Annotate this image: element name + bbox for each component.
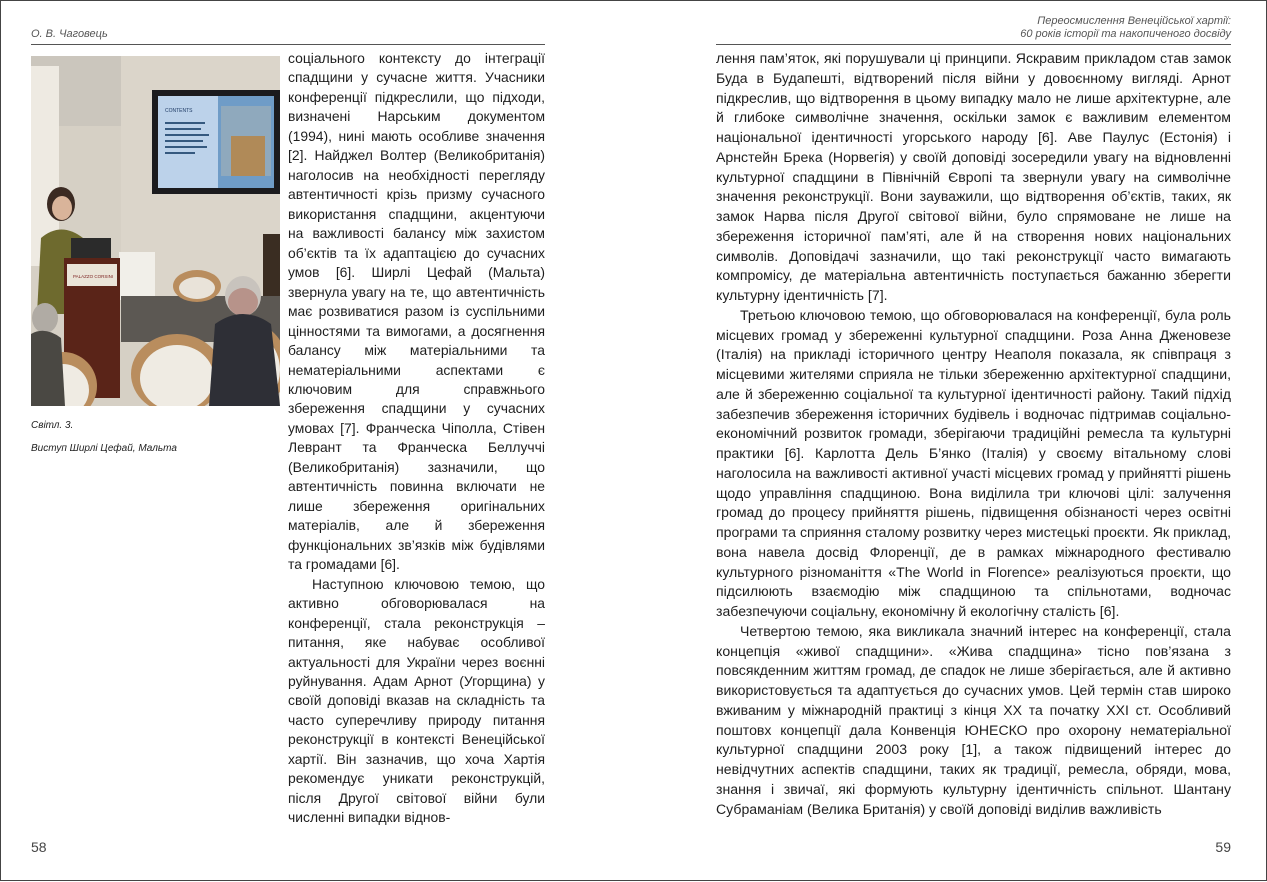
left-page (1, 1, 634, 882)
screen-heading: CONTENTS (165, 108, 193, 114)
paragraph: лення пам’яток, які порушували ці принципи. Яскравим прикладом став замок Буда в Будапешті, відтворений після війни у довоєнному вигляді. Арнот підкреслив, що відтворення в цьому випадку мало не лише архітектурне, але й глибоке символічне значення, оскільки замок є важливим елементом національної ідентичності угорського народу [6]. Аве Паулус (Естонія) і Арнстейн Брека (Норвегія) у своїй доповіді зосередили увагу на відновленні культурної спадщини в Північній Європі та звернули увагу на символічне значення реконструкції. Вони зауважили, що відтворення об’єктів, таких, як замок Нарва після Другої світової війни, було спрямоване не лише на збереження історичної пам’яті, але й на створення нових національних символів. Доповідачі зазначили, що такі реконструкції часто вимагають компромісу, де матеріальна автентичність поступається бажанню зберегти культурну ідентичність [7]. (716, 50, 1231, 303)
right-page (634, 1, 1267, 882)
left-text-column (288, 49, 545, 828)
conference-photo (31, 56, 280, 406)
figure-caption: Виступ Ширлі Цефай, Мальта (31, 443, 177, 454)
figure-label: Світл. 3. (31, 420, 74, 431)
left-header-rule (31, 44, 545, 45)
conference-photo-illustration (31, 56, 280, 406)
left-page-number: 58 (31, 839, 47, 855)
left-running-head: О. В. Чаговець (31, 28, 108, 40)
paragraph: Третьою ключовою темою, що обговорювалася на конференції, була роль місцевих громад у збереженні культурної спадщини. Роза Анна Дженовезе (Італія) на прикладі історичного центру Неаполя показала, як співпраця з місцевими жителями сприяла не тільки збереженню архітектурної спадщини, але й збереженню соціальної та культурної ідентичності району. Такий підхід забезпечив збереження історичних будівель і водночас підтримав соціально-економічний розвиток громади, зберігаючи традиційні ремесла та культурні практики [6]. Карлотта Дель Б’янко (Італія) у своєму вітальному слові наголосила на важливості активної участі місцевих громад у прийнятті рішень щодо управління спадщиною. Вона виділила три ключові цілі: залучення громад до процесу прийняття рішень, підвищення обізнаності через освітні програми та сприяння сталому розвитку через мистецькі проєкти. Як приклад, вона навела досвід Флоренції, де в рамках міжнародного фестивалю культурного різноманіття «The World in Florence» реалізуються проєкти, що підсилюють взаємодію між спадщиною та спільнотами, водночас забезпечуючи соціальну, економічну й екологічну сталість [6]. (716, 306, 1231, 619)
right-running-head-line-2: 60 років історії та накопиченого досвіду (1020, 28, 1231, 40)
paragraph: Наступною ключовою темою, що активно обговорювалася на конференції, стала реконструкція – питання, яке набуває особливої актуальності для України через воєнні руйнування. Адам Арнот (Угорщина) у своїй доповіді вказав на складність та часто суперечливу природу питання реконструкції в контексті Венеційської хартії. Він зазначив, що хоча Хартія рекомендує уникати реконструкцій, після Другої світової війни були численні випадки віднов- (288, 575, 545, 826)
right-header-rule (716, 44, 1231, 45)
right-text-column (716, 49, 1231, 819)
right-page-number: 59 (1215, 839, 1231, 855)
podium-label: PALAZZO CORSINI (73, 274, 114, 279)
paragraph: Четвертою темою, яка викликала значний інтерес на конференції, стала концепція «живої спадщини». «Жива спадщина» тісно пов’язана з повсякденним життям громад, де спадок не лише зберігається, але й активно використовується та адаптується до сучасних умов. Цей термін став широко вживаним у міжнародній практиці з кінця ХХ та початку ХХІ ст. Особливий поштовх концепції дала Конвенція ЮНЕСКО про охорону нематеріальної культурної спадщини 2003 року [1], а також підвищений інтерес до невідчутних аспектів спадщини, таких як традиції, ремесла, обряди, мова, знання і звичаї, які формують культурну ідентичність спільнот. Шантану Субраманіам (Велика Британія) у своїй доповіді виділив важливість (716, 622, 1231, 817)
paragraph: соціального контексту до інтеграції спадщини у сучасне життя. Учасники конференції підкреслили, що підходи, визначені Нарським документом (1994), нині мають особливе значення [2]. Найджел Волтер (Великобританія) наголосив на необхідності перегляду автентичності крізь призму сучасного використання спадщини, акцентуючи на важливості балансу між захистом об’єктів та їх адаптацією до сучасних умов [6]. Ширлі Цефай (Мальта) звернула увагу на те, що автентичність має розвиватися разом із суспільними цінностями та вимогами, а досягнення балансу між матеріальними та нематеріальними аспектами є ключовим для справжнього збереження спадщини у сучасних умовах [7]. Франческа Чіполла, Стівен Леврант та Франческа Беллуччі (Великобританія) зазначили, що автентичність повинна включати не лише збереження оригінальних матеріалів, але й збереження функціональних зв’язків між будівлями та громадами [6]. (288, 50, 545, 573)
right-running-head-line-1: Переосмислення Венеційської хартії: (1037, 15, 1231, 27)
